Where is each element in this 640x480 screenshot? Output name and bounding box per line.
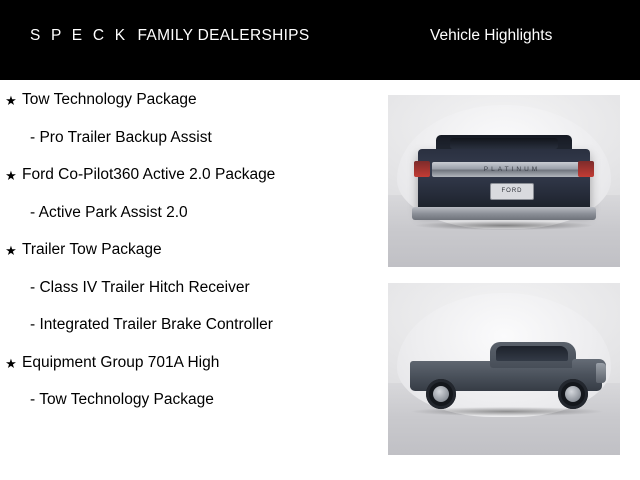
- vehicle-shadow: [412, 407, 602, 416]
- star-icon: ★: [5, 93, 17, 108]
- rear-bumper: [412, 207, 596, 220]
- truck-side-view-photo: [388, 283, 620, 455]
- tailgate-chrome-applique: [432, 162, 592, 177]
- dealership-brand: [30, 27, 309, 45]
- list-item: [0, 237, 375, 275]
- star-icon: ★: [5, 168, 17, 183]
- truck-tailgate: [418, 149, 590, 211]
- front-wheel: [558, 379, 588, 409]
- feature-label: Ford Co-Pilot360 Active 2.0 Package: [22, 166, 276, 183]
- rear-wheel: [426, 379, 456, 409]
- feature-list: [0, 80, 375, 425]
- slide-header: [0, 0, 640, 80]
- star-icon: ★: [5, 243, 17, 258]
- feature-label: - Integrated Trailer Brake Controller: [30, 316, 273, 333]
- feature-label: Equipment Group 701A High: [22, 353, 220, 371]
- list-item: [0, 350, 375, 388]
- feature-label: - Tow Technology Package: [30, 391, 214, 408]
- feature-label: - Class IV Trailer Hitch Receiver: [30, 278, 250, 296]
- taillight-right-icon: [578, 161, 594, 177]
- list-item: [0, 87, 375, 125]
- truck-rear-window: [450, 138, 558, 149]
- truck-side-windows: [496, 346, 568, 361]
- tailgate-badge-text: PLATINUM: [483, 166, 541, 173]
- brand-suffix: FAMILY DEALERSHIPS: [137, 27, 310, 44]
- vehicle-shadow: [416, 221, 592, 230]
- list-item: [0, 312, 375, 350]
- taillight-left-icon: [414, 161, 430, 177]
- list-item: [0, 162, 375, 200]
- feature-label: Tow Technology Package: [22, 91, 197, 108]
- feature-label: - Pro Trailer Backup Assist: [30, 128, 212, 146]
- brand-name: S P E C K: [30, 27, 129, 44]
- truck-rear-view-photo: [388, 95, 620, 267]
- license-plate-text: FORD: [501, 188, 523, 194]
- feature-label: - Active Park Assist 2.0: [30, 203, 188, 221]
- list-item: [0, 275, 375, 313]
- list-item: [0, 387, 375, 425]
- star-icon: ★: [5, 355, 17, 371]
- page-title: Vehicle Highlights: [430, 27, 553, 44]
- license-plate: [490, 183, 534, 200]
- list-item: [0, 200, 375, 238]
- slide-content: [0, 80, 640, 480]
- feature-label: Trailer Tow Package: [22, 241, 162, 258]
- truck-grille: [596, 363, 606, 383]
- truck-rear-illustration: [410, 145, 598, 231]
- list-item: [0, 125, 375, 163]
- truck-side-illustration: [404, 339, 608, 415]
